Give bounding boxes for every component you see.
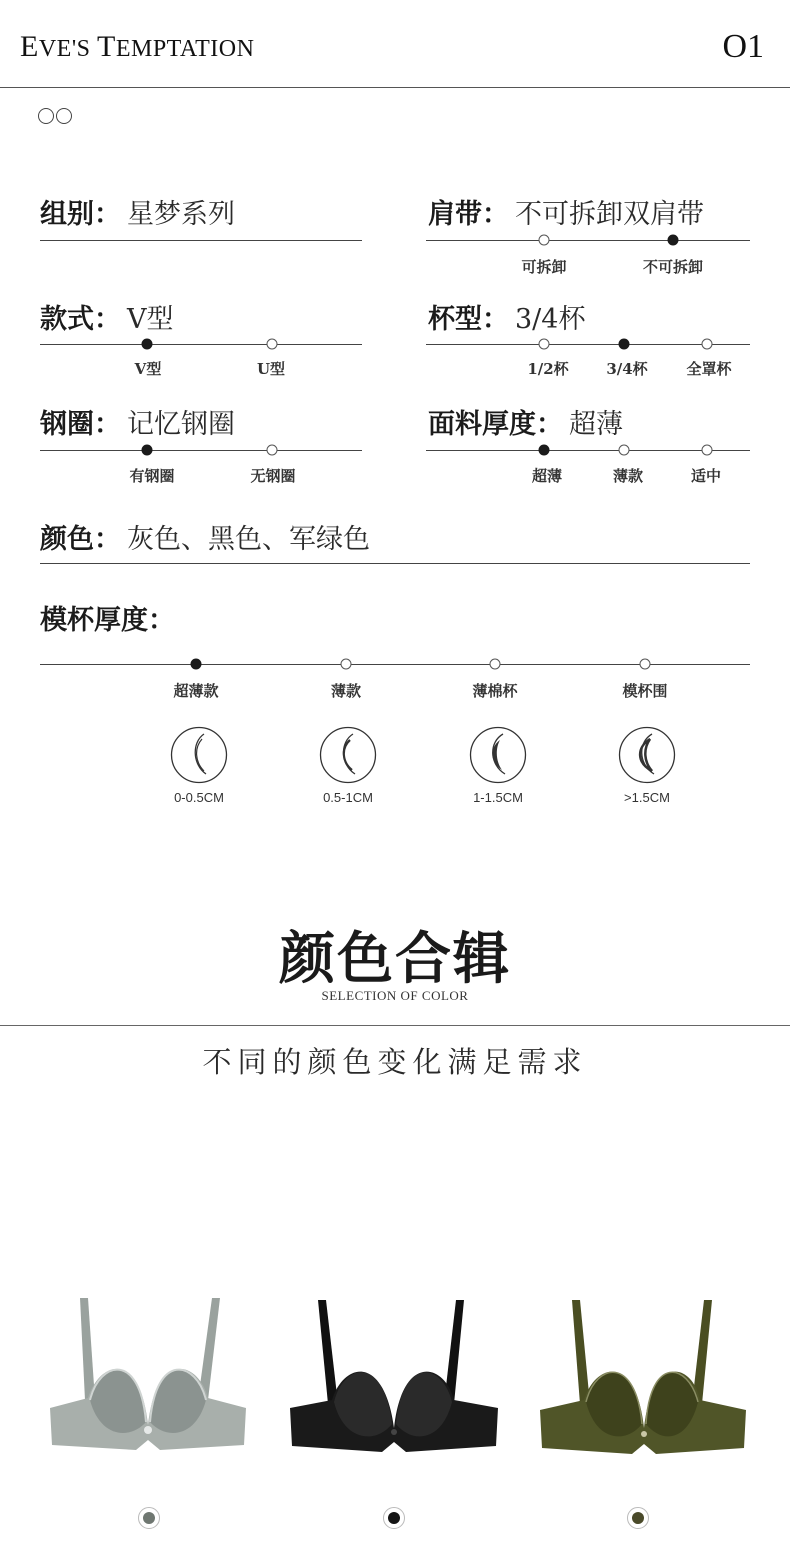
fabric-option-label-0: 超薄 bbox=[531, 467, 563, 485]
spec-cup bbox=[428, 297, 585, 336]
spec-wire-key: 钢圈： bbox=[40, 409, 121, 440]
swatch-black[interactable] bbox=[383, 1507, 405, 1529]
header-divider bbox=[0, 87, 790, 88]
spec-series-key: 组别： bbox=[40, 199, 121, 230]
cup-option-node-1 bbox=[619, 339, 630, 350]
strap-option-label-1: 不可拆卸 bbox=[642, 258, 704, 276]
wire-option-node-1 bbox=[267, 445, 278, 456]
style-option-label-0: V型 bbox=[134, 360, 162, 378]
cup-option-label-1: 3/4杯 bbox=[606, 360, 648, 378]
decorative-circles bbox=[38, 108, 72, 124]
spec-style-value: V型 bbox=[127, 304, 174, 335]
mold-range-2: 1-1.5CM bbox=[473, 790, 523, 805]
mold-option-label-3: 模杯围 bbox=[622, 682, 668, 700]
mold-range-0: 0-0.5CM bbox=[174, 790, 224, 805]
wire-option-label-1: 无钢圈 bbox=[250, 467, 296, 485]
bra-black-image bbox=[288, 1296, 503, 1466]
swatch-gray[interactable] bbox=[138, 1507, 160, 1529]
spec-fabric-value: 超薄 bbox=[569, 409, 623, 440]
spec-fabric bbox=[428, 402, 623, 441]
spec-color-key: 颜色： bbox=[40, 524, 121, 555]
mold-option-node-3 bbox=[640, 659, 651, 670]
bra-gray-image bbox=[40, 1290, 255, 1460]
spec-strap-key: 肩带： bbox=[428, 199, 509, 230]
wire-option-label-0: 有钢圈 bbox=[129, 467, 175, 485]
spec-strap-value: 不可拆卸双肩带 bbox=[515, 199, 704, 230]
spec-style-key: 款式： bbox=[40, 304, 121, 335]
fabric-option-node-1 bbox=[619, 445, 630, 456]
section-divider bbox=[0, 1025, 790, 1026]
mold-option-label-2: 薄棉杯 bbox=[472, 682, 518, 700]
strap-option-label-0: 可拆卸 bbox=[521, 258, 567, 276]
fabric-option-node-0 bbox=[539, 445, 550, 456]
fabric-option-node-2 bbox=[702, 445, 713, 456]
mold-range-3: >1.5CM bbox=[624, 790, 670, 805]
ultra-thin-cup-icon bbox=[170, 726, 228, 784]
spec-series-line bbox=[40, 240, 362, 241]
spec-strap-line bbox=[426, 240, 750, 241]
spec-style bbox=[40, 297, 174, 336]
spec-cup-key: 杯型： bbox=[428, 304, 509, 335]
section-title: 颜色合辑 bbox=[279, 926, 511, 992]
thin-cup-icon bbox=[319, 726, 377, 784]
mold-option-node-2 bbox=[490, 659, 501, 670]
mold-title: 模杯厚度： bbox=[40, 605, 175, 636]
section-tagline: 不同的颜色变化满足需求 bbox=[202, 1045, 588, 1079]
spec-wire bbox=[40, 402, 235, 441]
strap-option-node-1 bbox=[668, 235, 679, 246]
spec-color-line bbox=[40, 563, 750, 564]
bra-green-image bbox=[538, 1296, 753, 1466]
style-option-label-1: U型 bbox=[256, 360, 286, 378]
swatch-army-green[interactable] bbox=[627, 1507, 649, 1529]
cup-option-label-2: 全罩杯 bbox=[686, 360, 732, 378]
strap-option-node-0 bbox=[539, 235, 550, 246]
wire-option-node-0 bbox=[142, 445, 153, 456]
mold-option-label-1: 薄款 bbox=[330, 682, 362, 700]
spec-series-value: 星梦系列 bbox=[127, 199, 235, 230]
spec-cup-value: 3/4杯 bbox=[515, 304, 586, 335]
brand-logo: EVE'S TEMPTATION bbox=[20, 30, 255, 63]
mold-option-node-0 bbox=[191, 659, 202, 670]
spec-style-line bbox=[40, 344, 362, 345]
molded-cup-icon bbox=[618, 726, 676, 784]
fabric-option-label-2: 适中 bbox=[690, 467, 722, 485]
style-option-node-1 bbox=[267, 339, 278, 350]
spec-fabric-key: 面料厚度： bbox=[428, 409, 563, 440]
spec-color bbox=[40, 517, 370, 556]
spec-wire-value: 记忆钢圈 bbox=[127, 409, 235, 440]
spec-strap bbox=[428, 192, 704, 231]
spec-wire-line bbox=[40, 450, 362, 451]
page-number: O1 bbox=[722, 28, 764, 65]
section-subtitle: SELECTION OF COLOR bbox=[321, 988, 469, 1003]
thin-padded-cup-icon bbox=[469, 726, 527, 784]
fabric-option-label-1: 薄款 bbox=[612, 467, 644, 485]
mold-option-node-1 bbox=[341, 659, 352, 670]
spec-color-value: 灰色、黑色、军绿色 bbox=[127, 524, 370, 555]
mold-range-1: 0.5-1CM bbox=[323, 790, 373, 805]
spec-series bbox=[40, 192, 235, 231]
mold-option-label-0: 超薄款 bbox=[173, 682, 219, 700]
cup-option-node-2 bbox=[702, 339, 713, 350]
style-option-node-0 bbox=[142, 339, 153, 350]
cup-option-label-0: 1/2杯 bbox=[527, 360, 569, 378]
cup-option-node-0 bbox=[539, 339, 550, 350]
